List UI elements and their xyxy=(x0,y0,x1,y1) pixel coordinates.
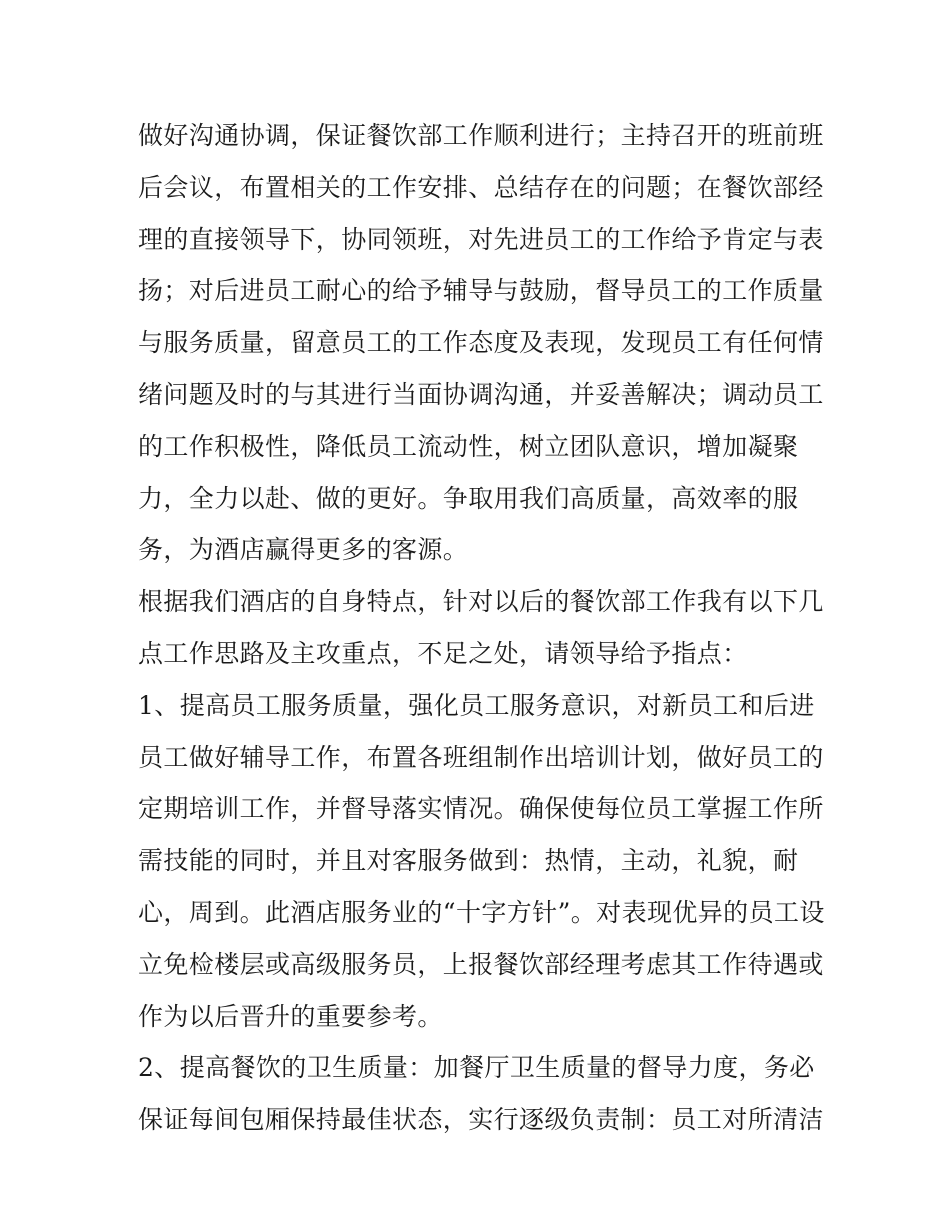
text-line: 需技能的同时，并且对客服务做到：热情，主动，礼貌，耐 xyxy=(138,846,799,876)
text-line: 点工作思路及主攻重点，不足之处，请领导给予指点： xyxy=(138,638,748,668)
text-line: 与服务质量，留意员工的工作态度及表现，发现员工有任何情 xyxy=(138,328,824,358)
text-line: 2、提高餐饮的卫生质量：加餐厅卫生质量的督导力度，务必 xyxy=(138,1053,815,1083)
text-line: 保证每间包厢保持最佳状态，实行逐级负责制：员工对所清洁 xyxy=(138,1105,824,1135)
text-line: 根据我们酒店的自身特点，针对以后的餐饮部工作我有以下几 xyxy=(138,587,824,617)
document-body xyxy=(138,110,825,1146)
text-line: 员工做好辅导工作，布置各班组制作出培训计划，做好员工的 xyxy=(138,742,824,772)
text-line: 心，周到。此酒店服务业的“十字方针”。对表现优异的员工设 xyxy=(138,897,825,927)
text-line: 后会议，布置相关的工作安排、总结存在的问题；在餐饮部经 xyxy=(138,172,824,202)
text-line: 立免检楼层或高级服务员，上报餐饮部经理考虑其工作待遇或 xyxy=(138,949,824,979)
text-line: 力，全力以赴、做的更好。争取用我们高质量，高效率的服 xyxy=(138,483,799,513)
text-line: 务，为酒店赢得更多的客源。 xyxy=(138,535,469,565)
text-line: 1、提高员工服务质量，强化员工服务意识，对新员工和后进 xyxy=(138,690,815,720)
text-line: 绪问题及时的与其进行当面协调沟通，并妥善解决；调动员工 xyxy=(138,379,824,409)
text-line: 做好沟通协调，保证餐饮部工作顺利进行；主持召开的班前班 xyxy=(138,121,824,150)
text-line: 的工作积极性，降低员工流动性，树立团队意识，增加凝聚 xyxy=(138,431,799,461)
text-line: 作为以后晋升的重要参考。 xyxy=(138,1001,443,1031)
text-line: 扬；对后进员工耐心的给予辅导与鼓励，督导员工的工作质量 xyxy=(138,276,824,306)
text-line: 理的直接领导下，协同领班，对先进员工的工作给予肯定与表 xyxy=(138,224,824,254)
text-line: 定期培训工作，并督导落实情况。确保使每位员工掌握工作所 xyxy=(138,794,824,824)
